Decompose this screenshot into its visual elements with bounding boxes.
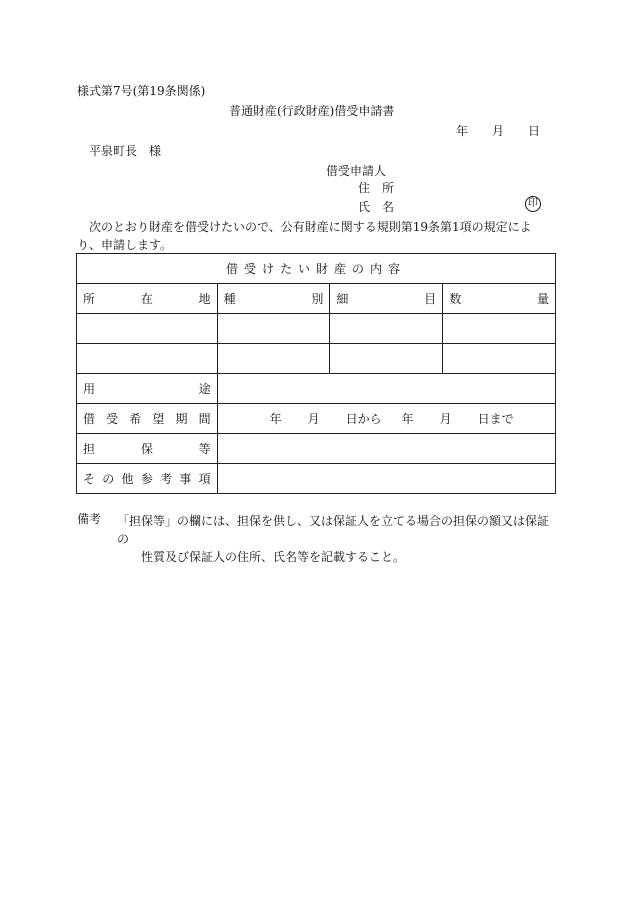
- cell-detail[interactable]: [330, 344, 443, 374]
- cell-detail[interactable]: [330, 314, 443, 344]
- note-text: [117, 512, 557, 566]
- table-row: [77, 314, 556, 344]
- use-field[interactable]: [217, 374, 555, 404]
- security-row: [77, 434, 556, 464]
- column-location: 所在地: [77, 284, 218, 314]
- cell-location[interactable]: [77, 344, 218, 374]
- cell-type[interactable]: [217, 344, 330, 374]
- seal-mark: 印: [525, 196, 541, 212]
- column-type: 種別: [217, 284, 330, 314]
- period-field[interactable]: [217, 404, 555, 434]
- other-field[interactable]: [217, 464, 555, 494]
- body-text: 次のとおり財産を借受けたいので、公有財産に関する規則第19条第1項の規定により、申請します。: [77, 220, 532, 252]
- date-day: 日: [528, 124, 541, 138]
- note-line-2: 性質及び保証人の住所、氏名等を記載すること。: [141, 550, 406, 564]
- name-label: 氏 名: [358, 200, 395, 214]
- table-column-row: [77, 284, 556, 314]
- cell-type[interactable]: [217, 314, 330, 344]
- date-line: [456, 124, 540, 138]
- property-table: [76, 253, 556, 494]
- note-label: 備考: [77, 512, 102, 526]
- date-year: 年: [456, 124, 469, 138]
- security-label: 担保等: [77, 434, 218, 464]
- table-heading-row: [77, 254, 556, 284]
- address-label: 住 所: [358, 181, 395, 195]
- use-row: [77, 374, 556, 404]
- period-label: 借受希望期間: [77, 404, 218, 434]
- other-label: その他参考事項: [77, 464, 218, 494]
- period-year-to: 年: [401, 412, 414, 426]
- column-quantity: 数量: [443, 284, 556, 314]
- period-month-from: 月: [307, 412, 320, 426]
- cell-location[interactable]: [77, 314, 218, 344]
- applicant-label: 借受申請人: [326, 164, 387, 178]
- use-label: 用途: [77, 374, 218, 404]
- cell-quantity[interactable]: [443, 314, 556, 344]
- table-row: [77, 344, 556, 374]
- period-month-to: 月: [439, 412, 452, 426]
- addressee: 平泉町長 様: [89, 144, 162, 158]
- date-month: 月: [492, 124, 505, 138]
- cell-quantity[interactable]: [443, 344, 556, 374]
- period-row: [77, 404, 556, 434]
- form-number: 様式第7号(第19条関係): [77, 84, 206, 98]
- period-day-to: 日まで: [477, 412, 514, 426]
- period-day-from: 日から: [345, 412, 382, 426]
- table-heading: 借受けたい財産の内容: [77, 254, 556, 284]
- column-detail: 細目: [330, 284, 443, 314]
- document-title: 普通財産(行政財産)借受申請書: [229, 104, 395, 118]
- period-year-from: 年: [269, 412, 282, 426]
- security-field[interactable]: [217, 434, 555, 464]
- note-line-1: 「担保等」の欄には、担保を供し、又は保証人を立てる場合の担保の額又は保証の: [117, 514, 550, 546]
- other-row: [77, 464, 556, 494]
